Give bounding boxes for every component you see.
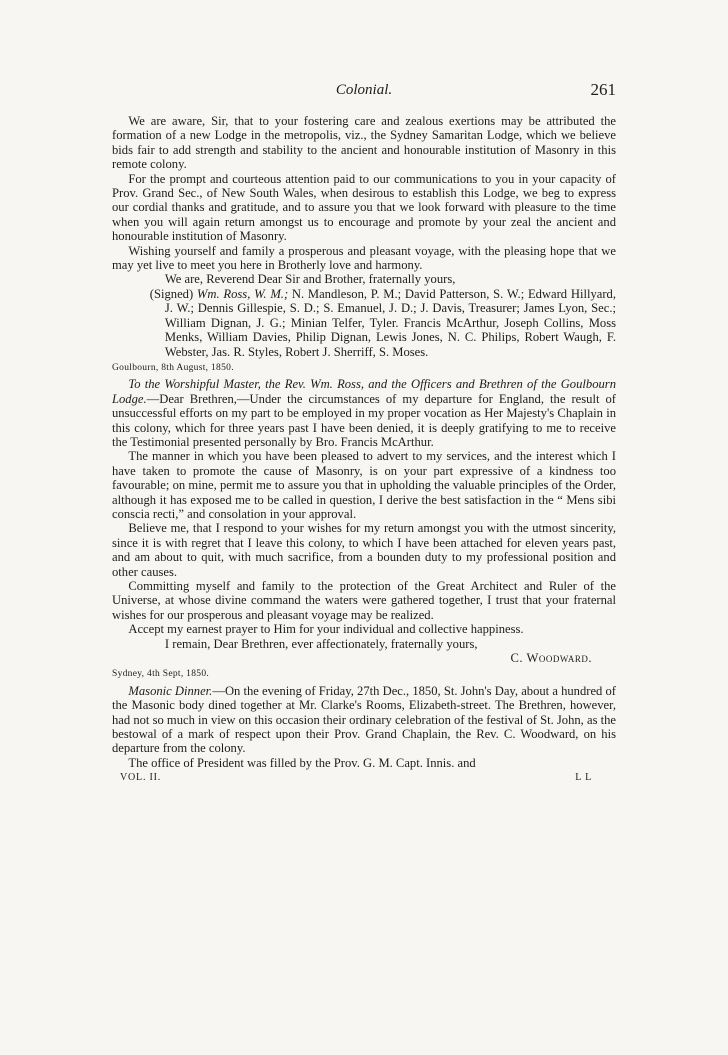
paragraph: We are aware, Sir, that to your fostering care and zealous exertions may be attributed the formation of a new Lodge in the metropolis, viz., the Sydney Samaritan Lodge, which we believe bids fair to add strength and stability to the ancient and honourable institution of Masonry in this remote colony. <box>112 114 616 172</box>
signature: C. Woodward. <box>510 651 592 666</box>
paragraph: The manner in which you have been pleased to advert to my services, and the interest which I have taken to promote the cause of Masonry, is on your part expressive of a kindness too favourable; on mine, permit me to assure you that in upholding the valuable principles of the Order, although it has exposed me to be called in question, I derive the best satisfaction in the “ Mens sibi conscia recti,” and consolation in your approval. <box>112 449 616 521</box>
closing-line: I remain, Dear Brethren, ever affectionately, fraternally yours, <box>164 636 478 651</box>
paragraph: Accept my earnest prayer to Him for your individual and collective happiness. <box>128 622 524 637</box>
running-title: Colonial. <box>335 82 393 98</box>
signed-first: Wm. Ross, W. M.; <box>196 286 289 301</box>
signed-names: N. Mandleson, P. M.; David Patterson, S. W.; Edward Hillyard, J. W.; Dennis Gillespie, S. D.; S. Emanuel, J. D.; J. Davis, Treasurer; James Lyon, Sec.; William Dignan, J. G.; Minian Telfer, Tyler. Francis McArthur, Joseph Collins, Moss Menks, William Davies, Philip Dignan, Lewis Jones, N. C. Philips, Robert Waugh, F. Webster, Jas. R. Styles, Robert J. Sherriff, S. Moses. <box>164 286 616 359</box>
signatories <box>127 287 616 359</box>
paragraph: Believe me, that I respond to your wishes for my return amongst you with the utmost sincerity, since it is with regret that I leave this colony, to which I have been attached for eleven years past, and am about to quit, with much sacrifice, from a bounden duty to my professional position and other causes. <box>112 521 616 579</box>
page-number: 261 <box>590 80 616 99</box>
signed-label: (Signed) <box>149 286 194 301</box>
paragraph-body: —On the evening of Friday, 27th Dec., 1850, St. John's Day, about a hundred of the Masonic body dined together at Mr. Clarke's Rooms, Elizabeth-street. The Brethren, however, had not so much in view on this occasion their ordinary celebration of the festival of St. John, as the bestowal of a mark of respect upon their Prov. Grand Chaplain, the Rev. C. Woodward, on his departure from the colony. <box>112 683 616 756</box>
paragraph: The office of President was filled by the Prov. G. M. Capt. Innis. and <box>128 755 476 770</box>
dateline: Sydney, 4th Sept, 1850. <box>112 669 210 680</box>
paragraph <box>112 377 616 449</box>
dateline: Goulbourn, 8th August, 1850. <box>112 362 234 373</box>
paragraph: Wishing yourself and family a prosperous and pleasant voyage, with the pleasing hope that we may yet live to meet you here in Brotherly love and harmony. <box>112 243 616 273</box>
volume-mark: VOL. II. <box>120 772 162 784</box>
closing-line: We are, Reverend Dear Sir and Brother, fraternally yours, <box>164 272 456 287</box>
paragraph-body: —Dear Brethren,—Under the circumstances of my departure for England, the result of unsuccessful efforts on my part to be employed in my proper vocation as Her Majesty's Chaplain in this colony, which for three years past I have been denied, it is deeply gratifying to me to receive the Testimonial presented personally by Bro. Francis McArthur. <box>112 391 616 449</box>
body-text <box>112 114 616 770</box>
paragraph: Committing myself and family to the protection of the Great Architect and Ruler of the Universe, at whose divine command the waters were gathered together, I trust that your fraternal wishes for our prosperous and pleasant voyage may be realized. <box>112 579 616 622</box>
paragraph: For the prompt and courteous attention paid to our communications to you in your capacity of Prov. Grand Sec., of New South Wales, when desirous to establish this Lodge, we beg to express our cordial thanks and gratitude, and to assure you that we look forward with pleasure to the time when you will again return amongst us to encourage and promote by your zeal the ancient and honourable institution of Masonry. <box>112 171 616 244</box>
paragraph <box>112 684 616 756</box>
address-line: To the Worshipful Master, the Rev. Wm. Ross, and the Officers and Brethren of the Goulbourn Lodge. <box>112 377 616 406</box>
section-heading: Masonic Dinner. <box>128 683 213 698</box>
page-header <box>112 80 616 106</box>
signature-mark: L L <box>575 772 592 784</box>
page-footer <box>112 772 616 783</box>
